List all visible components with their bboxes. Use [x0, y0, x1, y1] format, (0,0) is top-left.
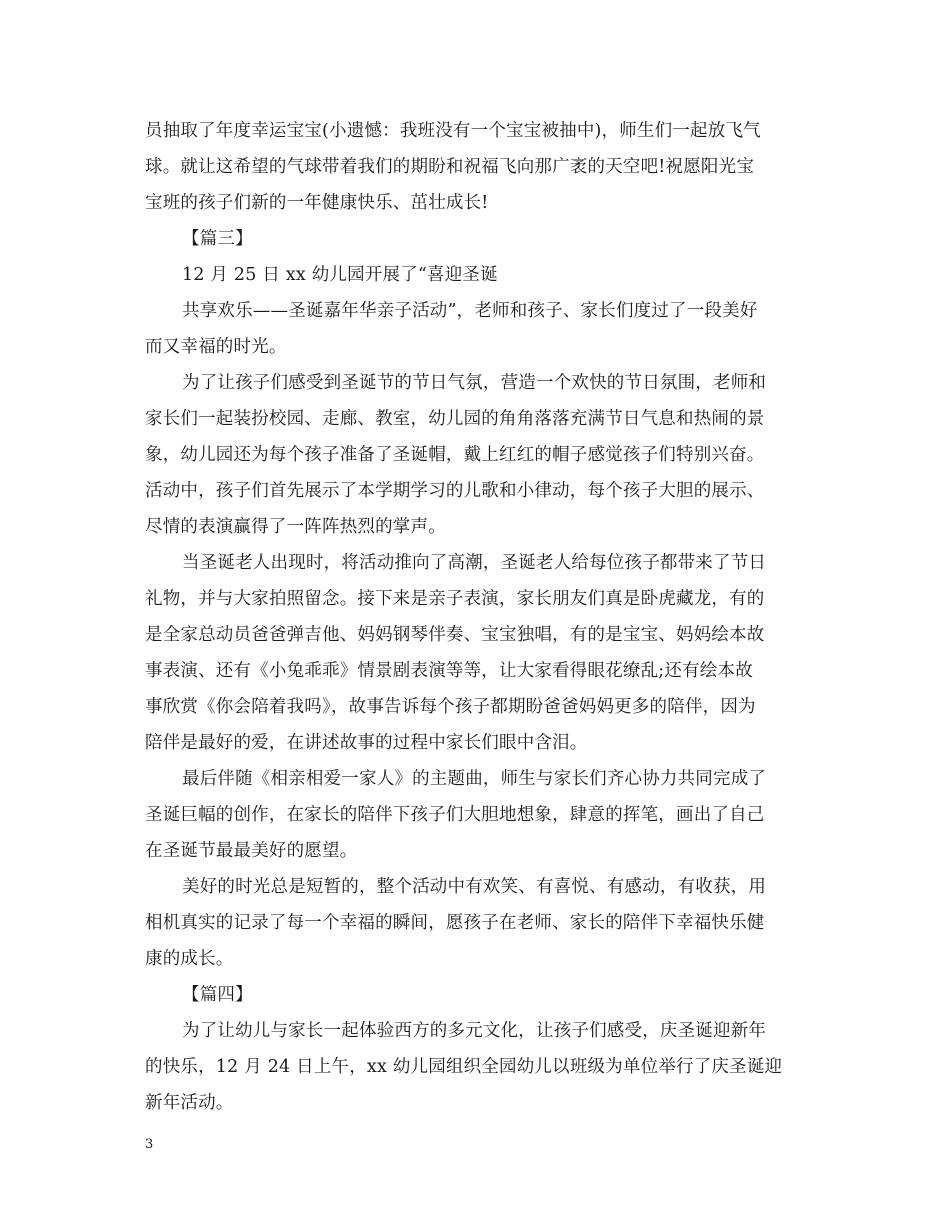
text-line: 尽情的表演赢得了一阵阵热烈的掌声。 — [145, 517, 446, 537]
text-line: 【篇三】 — [182, 229, 253, 249]
text-line: 在圣诞节最最美好的愿望。 — [145, 841, 358, 861]
text-line: 为了让幼儿与家长一起体验西方的多元文化，让孩子们感受，庆圣诞迎新年 — [182, 1021, 767, 1041]
text-line: 事欣赏《你会陪着我吗》，故事告诉每个孩子都期盼爸爸妈妈更多的陪伴，因为 — [145, 697, 756, 717]
text-line: 礼物，并与大家拍照留念。接下来是亲子表演，家长朋友们真是卧虎藏龙，有的 — [145, 589, 765, 609]
document-body — [145, 113, 805, 1121]
text-line: 新年活动。 — [145, 1093, 234, 1113]
text-line: 而又幸福的时光。 — [145, 337, 287, 357]
text-line: 的快乐，12 月 24 日上午，xx 幼儿园组织全园幼儿以班级为单位举行了庆圣诞迎 — [145, 1057, 783, 1077]
text-line: 为了让孩子们感受到圣诞节的节日气氛，营造一个欢快的节日氛围，老师和 — [182, 373, 767, 393]
text-line: 陪伴是最好的爱，在讲述故事的过程中家长们眼中含泪。 — [145, 733, 588, 753]
text-line: 家长们一起装扮校园、走廊、教室，幼儿园的角角落落充满节日气息和热闹的景 — [145, 409, 765, 429]
text-line: 是全家总动员爸爸弹吉他、妈妈钢琴伴奏、宝宝独唱，有的是宝宝、妈妈绘本故 — [145, 625, 765, 645]
text-line: 圣诞巨幅的创作，在家长的陪伴下孩子们大胆地想象，肆意的挥笔，画出了自己 — [145, 805, 765, 825]
text-line: 宝班的孩子们新的一年健康快乐、茁壮成长! — [145, 193, 489, 213]
text-line: 共享欢乐——圣诞嘉年华亲子活动”，老师和孩子、家长们度过了一段美好 — [182, 301, 758, 321]
text-line: 员抽取了年度幸运宝宝(小遗憾：我班没有一个宝宝被抽中)，师生们一起放飞气 — [145, 121, 761, 141]
text-line: 象，幼儿园还为每个孩子准备了圣诞帽，戴上红红的帽子感觉孩子们特别兴奋。 — [145, 445, 765, 465]
text-line: 活动中，孩子们首先展示了本学期学习的儿歌和小律动，每个孩子大胆的展示、 — [145, 481, 765, 501]
text-line: 事表演、还有《小兔乖乖》情景剧表演等等，让大家看得眼花缭乱;还有绘本故 — [145, 661, 753, 681]
text-line: 当圣诞老人出现时，将活动推向了高潮，圣诞老人给每位孩子都带来了节日 — [182, 553, 767, 573]
text-line: 【篇四】 — [182, 985, 253, 1005]
text-line: 相机真实的记录了每一个幸福的瞬间，愿孩子在老师、家长的陪伴下幸福快乐健 — [145, 913, 765, 933]
text-line: 球。就让这希望的气球带着我们的期盼和祝福飞向那广袤的天空吧!祝愿阳光宝 — [145, 157, 755, 177]
text-line: 12 月 25 日 xx 幼儿园开展了“喜迎圣诞 — [182, 265, 498, 285]
page-number: 3 — [145, 1137, 154, 1152]
text-line: 最后伴随《相亲相爱一家人》的主题曲，师生与家长们齐心协力共同完成了 — [182, 769, 767, 789]
text-line: 康的成长。 — [145, 949, 234, 969]
text-line: 美好的时光总是短暂的，整个活动中有欢笑、有喜悦、有感动，有收获，用 — [182, 877, 767, 897]
